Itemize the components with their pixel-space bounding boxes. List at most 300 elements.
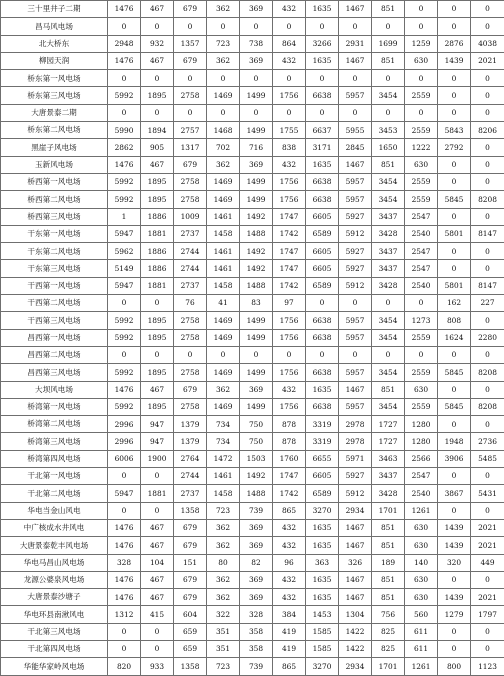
table-row (1, 346, 504, 363)
value-cell: 328 (108, 554, 141, 571)
value-cell: 384 (273, 606, 306, 623)
value-cell: 2764 (174, 450, 207, 467)
value-cell: 0 (174, 104, 207, 121)
value-cell: 5957 (339, 329, 372, 346)
value-cell: 1469 (207, 173, 240, 190)
value-cell: 1439 (438, 519, 471, 536)
value-cell: 1261 (405, 502, 438, 519)
row-name-cell: 黑崖子风电场 (1, 139, 108, 156)
value-cell: 851 (372, 571, 405, 588)
table-row (1, 381, 504, 398)
value-cell: 1650 (372, 139, 405, 156)
value-cell: 0 (207, 104, 240, 121)
value-cell: 0 (372, 104, 405, 121)
value-cell: 432 (273, 537, 306, 554)
value-cell: 5149 (108, 260, 141, 277)
value-cell: 1461 (207, 260, 240, 277)
value-cell: 5947 (108, 485, 141, 502)
value-cell: 1488 (240, 485, 273, 502)
value-cell: 1476 (108, 1, 141, 18)
value-cell: 1261 (405, 658, 438, 675)
value-cell: 4038 (471, 35, 504, 52)
value-cell: 0 (339, 295, 372, 312)
value-cell: 97 (273, 295, 306, 312)
value-cell: 1585 (306, 623, 339, 640)
value-cell: 0 (306, 295, 339, 312)
value-cell: 0 (471, 139, 504, 156)
value-cell: 1499 (240, 329, 273, 346)
row-name-cell: 桥湾第二风电场 (1, 416, 108, 433)
value-cell: 3867 (438, 485, 471, 502)
row-name-cell: 昌西第三风电场 (1, 364, 108, 381)
value-cell: 8208 (471, 398, 504, 415)
value-cell: 630 (405, 537, 438, 554)
value-cell: 1439 (438, 537, 471, 554)
value-cell: 5947 (108, 277, 141, 294)
value-cell: 0 (306, 18, 339, 35)
value-cell: 630 (405, 589, 438, 606)
value-cell: 5992 (108, 329, 141, 346)
value-cell: 1894 (141, 122, 174, 139)
row-name-cell: 中广核成水井风电 (1, 519, 108, 536)
value-cell: 5927 (339, 260, 372, 277)
value-cell: 1624 (438, 329, 471, 346)
value-cell: 679 (174, 589, 207, 606)
row-name-cell: 干北第三风电场 (1, 623, 108, 640)
value-cell: 1756 (273, 173, 306, 190)
value-cell: 0 (108, 104, 141, 121)
value-cell: 0 (438, 468, 471, 485)
value-cell: 1747 (273, 468, 306, 485)
table-row (1, 122, 504, 139)
value-cell: 2547 (405, 243, 438, 260)
value-cell: 1635 (306, 1, 339, 18)
value-cell: 432 (273, 571, 306, 588)
value-cell: 362 (207, 589, 240, 606)
value-cell: 358 (240, 640, 273, 657)
value-cell: 1488 (240, 225, 273, 242)
value-cell: 322 (207, 606, 240, 623)
value-cell: 363 (306, 554, 339, 571)
value-cell: 0 (471, 468, 504, 485)
value-cell: 0 (471, 243, 504, 260)
value-cell: 0 (141, 502, 174, 519)
value-cell: 1747 (273, 243, 306, 260)
value-cell: 750 (240, 416, 273, 433)
value-cell: 0 (438, 381, 471, 398)
value-cell: 369 (240, 381, 273, 398)
value-cell: 467 (141, 156, 174, 173)
value-cell: 851 (372, 519, 405, 536)
value-cell: 3437 (372, 260, 405, 277)
value-cell: 630 (405, 571, 438, 588)
value-cell: 1756 (273, 398, 306, 415)
value-cell: 1439 (438, 52, 471, 69)
value-cell: 5957 (339, 398, 372, 415)
row-name-cell: 桥湾第三风电场 (1, 433, 108, 450)
value-cell: 865 (273, 502, 306, 519)
value-cell: 1701 (372, 502, 405, 519)
value-cell: 0 (471, 312, 504, 329)
value-cell: 362 (207, 571, 240, 588)
row-name-cell: 三十里井子二期 (1, 1, 108, 18)
value-cell: 2280 (471, 329, 504, 346)
row-name-cell: 昌西第一风电场 (1, 329, 108, 346)
value-cell: 0 (438, 104, 471, 121)
value-cell: 2547 (405, 260, 438, 277)
value-cell: 851 (372, 1, 405, 18)
value-cell: 227 (471, 295, 504, 312)
value-cell: 5992 (108, 312, 141, 329)
value-cell: 1467 (339, 537, 372, 554)
value-cell: 1635 (306, 519, 339, 536)
value-cell: 2559 (405, 364, 438, 381)
row-name-cell: 桥西第二风电场 (1, 191, 108, 208)
value-cell: 0 (471, 208, 504, 225)
table-row (1, 519, 504, 536)
value-cell: 3437 (372, 468, 405, 485)
value-cell: 0 (471, 640, 504, 657)
value-cell: 1467 (339, 519, 372, 536)
value-cell: 2934 (339, 502, 372, 519)
value-cell: 1742 (273, 485, 306, 502)
value-cell: 1727 (372, 433, 405, 450)
value-cell: 0 (108, 295, 141, 312)
value-cell: 328 (240, 606, 273, 623)
value-cell: 2758 (174, 329, 207, 346)
value-cell: 0 (438, 70, 471, 87)
value-cell: 611 (405, 640, 438, 657)
value-cell: 3454 (372, 398, 405, 415)
value-cell: 0 (240, 18, 273, 35)
value-cell: 864 (273, 35, 306, 52)
value-cell: 0 (141, 346, 174, 363)
value-cell: 2758 (174, 312, 207, 329)
value-cell: 3270 (306, 502, 339, 519)
value-cell: 41 (207, 295, 240, 312)
value-cell: 679 (174, 537, 207, 554)
row-name-cell: 华电马昌山风电场 (1, 554, 108, 571)
value-cell: 1469 (207, 191, 240, 208)
value-cell: 2547 (405, 208, 438, 225)
value-cell: 5431 (471, 485, 504, 502)
value-cell: 6589 (306, 485, 339, 502)
row-name-cell: 昌马风电场 (1, 18, 108, 35)
value-cell: 0 (438, 208, 471, 225)
value-cell: 716 (240, 139, 273, 156)
value-cell: 0 (141, 70, 174, 87)
value-cell: 0 (207, 18, 240, 35)
value-cell: 0 (438, 243, 471, 260)
value-cell: 3906 (438, 450, 471, 467)
value-cell: 702 (207, 139, 240, 156)
value-cell: 878 (273, 416, 306, 433)
value-cell: 3454 (372, 364, 405, 381)
value-cell: 2021 (471, 537, 504, 554)
table-row (1, 433, 504, 450)
value-cell: 6605 (306, 243, 339, 260)
value-cell: 1467 (339, 52, 372, 69)
value-cell: 3463 (372, 450, 405, 467)
value-cell: 0 (438, 173, 471, 190)
value-cell: 1476 (108, 156, 141, 173)
value-cell: 1472 (207, 450, 240, 467)
value-cell: 3454 (372, 329, 405, 346)
value-cell: 679 (174, 1, 207, 18)
value-cell: 0 (438, 18, 471, 35)
value-cell: 734 (207, 433, 240, 450)
value-cell: 151 (174, 554, 207, 571)
value-cell: 0 (438, 502, 471, 519)
value-cell: 0 (471, 1, 504, 18)
value-cell: 369 (240, 52, 273, 69)
value-cell: 1461 (207, 468, 240, 485)
table-row (1, 208, 504, 225)
value-cell: 2862 (108, 139, 141, 156)
value-cell: 2566 (405, 450, 438, 467)
value-cell: 362 (207, 52, 240, 69)
value-cell: 2758 (174, 87, 207, 104)
value-cell: 1123 (471, 658, 504, 675)
value-cell: 1357 (174, 35, 207, 52)
value-cell: 358 (240, 623, 273, 640)
value-cell: 5957 (339, 173, 372, 190)
table-row (1, 35, 504, 52)
value-cell: 1488 (240, 277, 273, 294)
value-cell: 1312 (108, 606, 141, 623)
value-cell: 1280 (405, 433, 438, 450)
value-cell: 432 (273, 52, 306, 69)
table-row (1, 70, 504, 87)
row-name-cell: 华电环县南湫风电 (1, 606, 108, 623)
value-cell: 3270 (306, 658, 339, 675)
value-cell: 1469 (207, 398, 240, 415)
value-cell: 0 (372, 18, 405, 35)
value-cell: 800 (438, 658, 471, 675)
value-cell: 5845 (438, 364, 471, 381)
value-cell: 6589 (306, 277, 339, 294)
value-cell: 0 (108, 502, 141, 519)
table-row (1, 225, 504, 242)
value-cell: 432 (273, 1, 306, 18)
value-cell: 467 (141, 381, 174, 398)
value-cell: 0 (405, 18, 438, 35)
value-cell: 80 (207, 554, 240, 571)
value-cell: 369 (240, 589, 273, 606)
value-cell: 723 (207, 35, 240, 52)
value-cell: 369 (240, 519, 273, 536)
value-cell: 369 (240, 571, 273, 588)
table-row (1, 398, 504, 415)
value-cell: 8208 (471, 364, 504, 381)
value-cell: 1756 (273, 191, 306, 208)
value-cell: 825 (372, 640, 405, 657)
value-cell: 1304 (339, 606, 372, 623)
value-cell: 362 (207, 537, 240, 554)
value-cell: 5927 (339, 208, 372, 225)
value-cell: 679 (174, 52, 207, 69)
value-cell: 679 (174, 571, 207, 588)
value-cell: 2737 (174, 225, 207, 242)
value-cell: 0 (471, 623, 504, 640)
row-name-cell: 桥东第一风电场 (1, 70, 108, 87)
value-cell: 1476 (108, 519, 141, 536)
table-row (1, 260, 504, 277)
value-cell: 6605 (306, 468, 339, 485)
value-cell: 6638 (306, 87, 339, 104)
value-cell: 1742 (273, 225, 306, 242)
value-cell: 0 (108, 70, 141, 87)
value-cell: 0 (174, 70, 207, 87)
value-cell: 0 (405, 346, 438, 363)
value-cell: 0 (438, 156, 471, 173)
value-cell: 1755 (273, 122, 306, 139)
value-cell: 0 (438, 260, 471, 277)
value-cell: 3319 (306, 416, 339, 433)
value-cell: 3454 (372, 312, 405, 329)
value-cell: 1469 (207, 364, 240, 381)
row-name-cell: 华能华家岭风电场 (1, 658, 108, 675)
table-row (1, 658, 504, 675)
value-cell: 2845 (339, 139, 372, 156)
value-cell: 1422 (339, 623, 372, 640)
value-cell: 1727 (372, 416, 405, 433)
table-row (1, 243, 504, 260)
value-cell: 1259 (405, 35, 438, 52)
value-cell: 1948 (438, 433, 471, 450)
value-cell: 2948 (108, 35, 141, 52)
value-cell: 0 (240, 70, 273, 87)
value-cell: 0 (174, 18, 207, 35)
value-cell: 467 (141, 571, 174, 588)
value-cell: 5992 (108, 364, 141, 381)
value-cell: 76 (174, 295, 207, 312)
table-row (1, 537, 504, 554)
row-name-cell: 干北第一风电场 (1, 468, 108, 485)
row-name-cell: 干东第二风电场 (1, 243, 108, 260)
value-cell: 162 (438, 295, 471, 312)
value-cell: 5927 (339, 243, 372, 260)
value-cell: 6638 (306, 364, 339, 381)
value-cell: 5992 (108, 173, 141, 190)
value-cell: 560 (405, 606, 438, 623)
value-cell: 1379 (174, 416, 207, 433)
value-cell: 3454 (372, 87, 405, 104)
table-row (1, 295, 504, 312)
value-cell: 1499 (240, 173, 273, 190)
value-cell: 0 (471, 156, 504, 173)
value-cell: 0 (306, 346, 339, 363)
value-cell: 851 (372, 589, 405, 606)
value-cell: 1895 (141, 329, 174, 346)
value-cell: 5912 (339, 225, 372, 242)
value-cell: 8147 (471, 225, 504, 242)
value-cell: 1467 (339, 571, 372, 588)
value-cell: 0 (471, 346, 504, 363)
value-cell: 2744 (174, 243, 207, 260)
value-cell: 1747 (273, 208, 306, 225)
value-cell: 0 (108, 640, 141, 657)
value-cell: 1895 (141, 312, 174, 329)
value-cell: 1467 (339, 1, 372, 18)
value-cell: 820 (108, 658, 141, 675)
value-cell: 1499 (240, 364, 273, 381)
value-cell: 2021 (471, 519, 504, 536)
value-cell: 1881 (141, 225, 174, 242)
value-cell: 1358 (174, 502, 207, 519)
value-cell: 611 (405, 623, 438, 640)
value-cell: 0 (141, 104, 174, 121)
value-cell: 1280 (405, 416, 438, 433)
value-cell: 5947 (108, 225, 141, 242)
value-cell: 1797 (471, 606, 504, 623)
value-cell: 1476 (108, 571, 141, 588)
value-cell: 467 (141, 519, 174, 536)
value-cell: 83 (240, 295, 273, 312)
value-cell: 0 (108, 18, 141, 35)
value-cell: 351 (207, 640, 240, 657)
value-cell: 326 (339, 554, 372, 571)
row-name-cell: 干西第一风电场 (1, 277, 108, 294)
value-cell: 6638 (306, 398, 339, 415)
value-cell: 1900 (141, 450, 174, 467)
value-cell: 1756 (273, 87, 306, 104)
value-cell: 5801 (438, 277, 471, 294)
value-cell: 2996 (108, 416, 141, 433)
value-cell: 2744 (174, 260, 207, 277)
value-cell: 1895 (141, 364, 174, 381)
value-cell: 630 (405, 156, 438, 173)
value-cell: 851 (372, 381, 405, 398)
value-cell: 1881 (141, 485, 174, 502)
value-cell: 1458 (207, 485, 240, 502)
value-cell: 2744 (174, 468, 207, 485)
value-cell: 5845 (438, 191, 471, 208)
value-cell: 1881 (141, 277, 174, 294)
value-cell: 2547 (405, 468, 438, 485)
value-cell: 947 (141, 433, 174, 450)
value-cell: 82 (240, 554, 273, 571)
table-row (1, 571, 504, 588)
value-cell: 189 (372, 554, 405, 571)
value-cell: 3454 (372, 173, 405, 190)
value-cell: 6605 (306, 260, 339, 277)
row-name-cell: 干北第四风电场 (1, 640, 108, 657)
value-cell: 2021 (471, 589, 504, 606)
table-row (1, 277, 504, 294)
value-cell: 0 (471, 70, 504, 87)
value-cell: 0 (306, 70, 339, 87)
value-cell: 2978 (339, 416, 372, 433)
value-cell: 1492 (240, 468, 273, 485)
value-cell: 5801 (438, 225, 471, 242)
value-cell: 0 (471, 571, 504, 588)
value-cell: 1886 (141, 243, 174, 260)
value-cell: 0 (141, 468, 174, 485)
value-cell: 0 (438, 623, 471, 640)
value-cell: 1458 (207, 225, 240, 242)
table-row (1, 104, 504, 121)
value-cell: 0 (438, 1, 471, 18)
value-cell: 1009 (174, 208, 207, 225)
table-row (1, 312, 504, 329)
value-cell: 0 (108, 623, 141, 640)
value-cell: 2559 (405, 191, 438, 208)
value-cell: 3428 (372, 225, 405, 242)
value-cell: 1760 (273, 450, 306, 467)
row-name-cell: 干北第二风电场 (1, 485, 108, 502)
value-cell: 739 (240, 658, 273, 675)
